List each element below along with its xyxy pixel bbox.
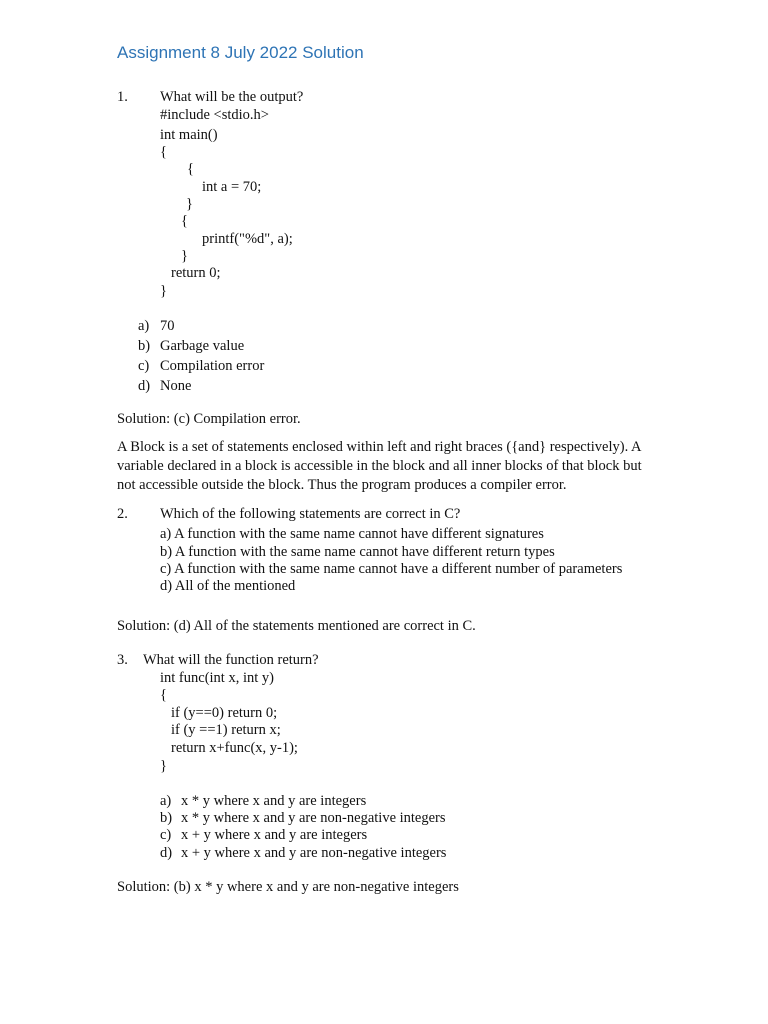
solution-text: Solution: (c) Compilation error. xyxy=(117,411,301,427)
code-line: return x+func(x, y-1); xyxy=(171,740,298,756)
code-line: printf("%d", a); xyxy=(202,231,293,247)
code-line: #include <stdio.h> xyxy=(160,107,269,123)
code-line: { xyxy=(160,687,167,703)
question-text: What will the function return? xyxy=(143,652,319,668)
option-text: 70 xyxy=(160,318,175,334)
option-text: x + y where x and y are integers xyxy=(181,827,368,843)
code-line: return 0; xyxy=(171,265,221,281)
option-label: c) xyxy=(160,827,172,843)
code-line: { xyxy=(181,213,188,229)
code-line: if (y ==1) return x; xyxy=(171,722,281,738)
option-text: c) A function with the same name cannot have a different number of parameters xyxy=(160,561,623,577)
option-label: a) xyxy=(138,318,150,334)
solution-text: Solution: (d) All of the statements mentioned are correct in C. xyxy=(117,618,476,634)
question-number: 2. xyxy=(117,506,128,522)
code-line: } xyxy=(181,248,188,264)
option-text: a) A function with the same name cannot have different signatures xyxy=(160,526,544,542)
option-label: d) xyxy=(160,845,173,861)
code-line: int a = 70; xyxy=(202,179,262,195)
question-text: What will be the output? xyxy=(160,89,304,105)
option-text: x * y where x and y are non-negative integers xyxy=(181,810,446,826)
question-number: 1. xyxy=(117,89,128,105)
code-line: { xyxy=(160,144,167,160)
option-text: None xyxy=(160,378,192,394)
option-text: x * y where x and y are integers xyxy=(181,793,367,809)
code-line: if (y==0) return 0; xyxy=(171,705,278,721)
code-line: { xyxy=(187,161,194,177)
option-label: b) xyxy=(138,338,151,354)
explanation-paragraph: A Block is a set of statements enclosed within left and right braces ({and} respectively). A variable declared in a block is accessible in the block and all inner blocks of that block but not accessible outside the block. Thus the program produces a compiler error. xyxy=(117,439,642,493)
option-label: a) xyxy=(160,793,172,809)
question-number: 3. xyxy=(117,652,128,668)
solution-text: Solution: (b) x * y where x and y are non-negative integers xyxy=(117,879,459,895)
option-text: Compilation error xyxy=(160,358,265,374)
code-line: } xyxy=(186,196,193,212)
option-label: b) xyxy=(160,810,173,826)
code-line: } xyxy=(160,758,167,774)
option-label: d) xyxy=(138,378,151,394)
option-label: c) xyxy=(138,358,150,374)
code-line: int func(int x, int y) xyxy=(160,670,274,686)
code-line: } xyxy=(160,283,167,299)
page-title: Assignment 8 July 2022 Solution xyxy=(117,43,364,62)
question-text: Which of the following statements are correct in C? xyxy=(160,506,461,522)
option-text: d) All of the mentioned xyxy=(160,578,296,594)
option-text: Garbage value xyxy=(160,338,245,354)
option-text: b) A function with the same name cannot have different return types xyxy=(160,544,555,560)
code-line: int main() xyxy=(160,127,218,143)
option-text: x + y where x and y are non-negative integers xyxy=(181,845,447,861)
